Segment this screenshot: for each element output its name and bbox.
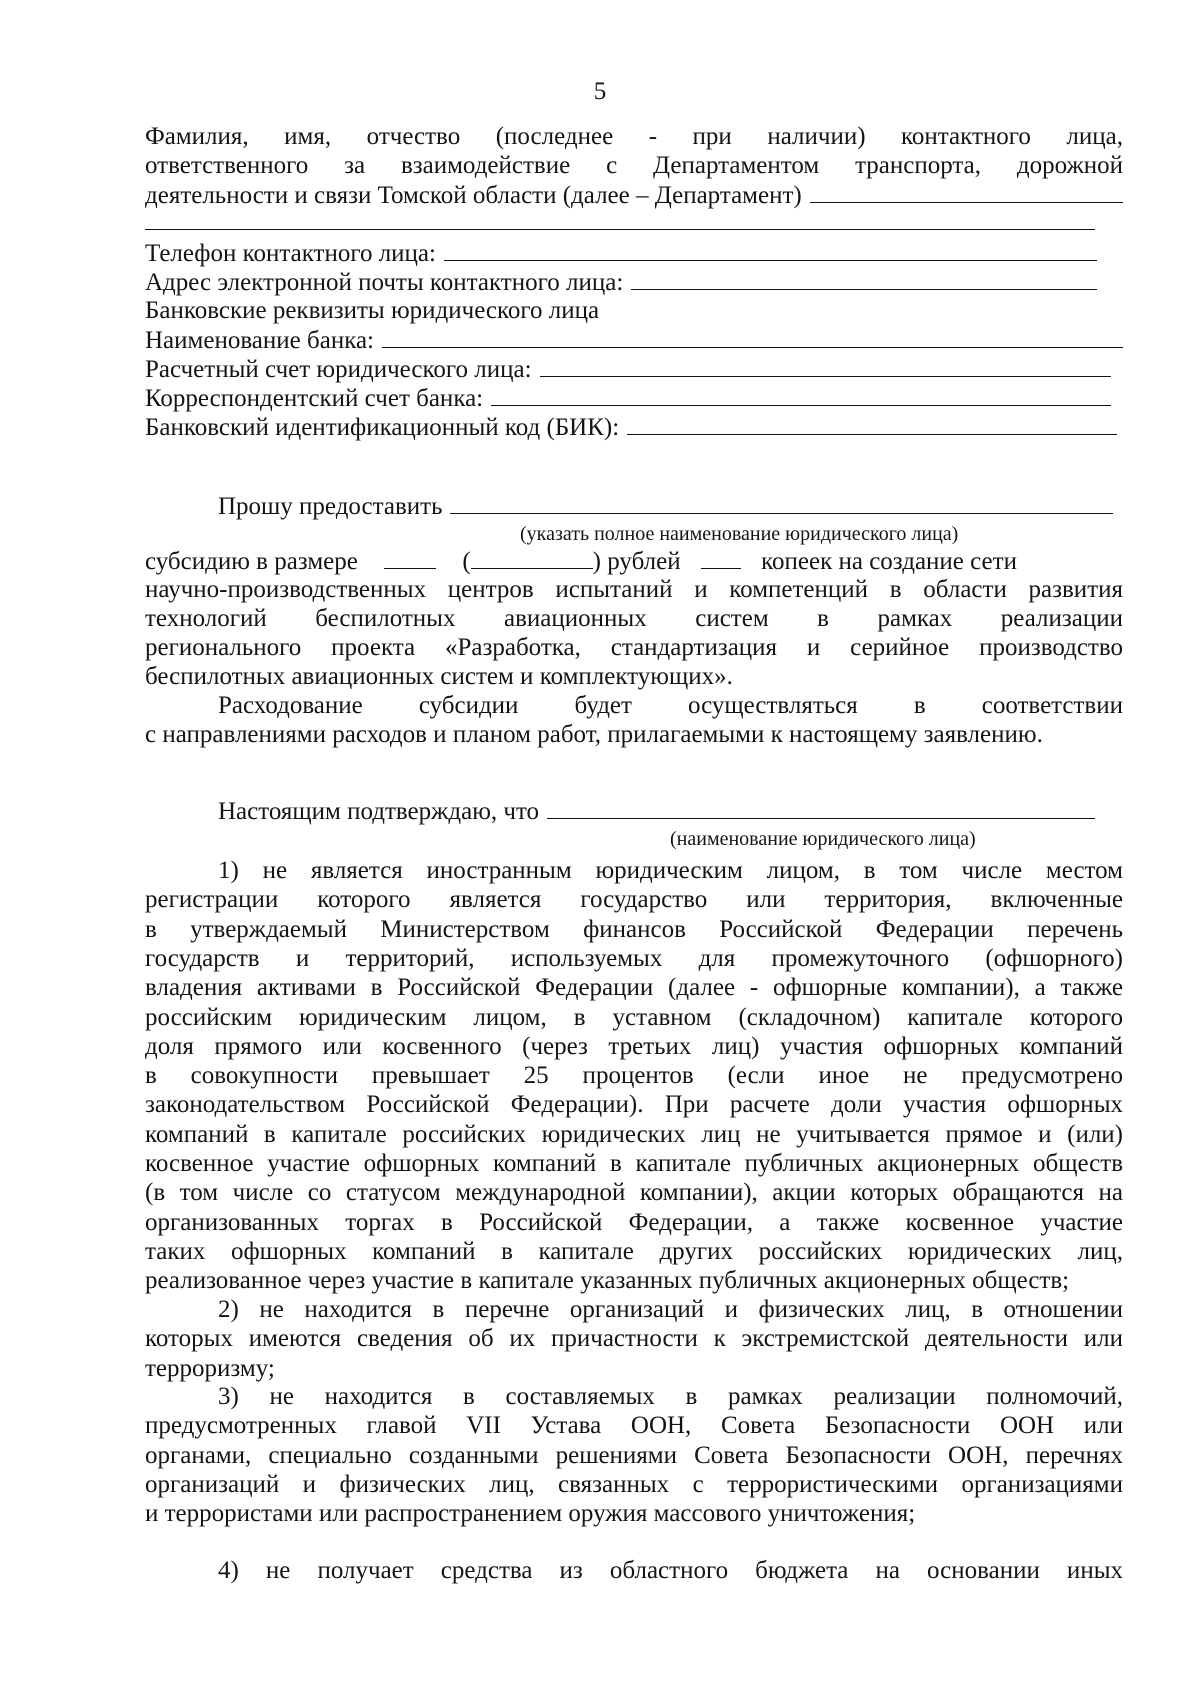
confirm-p1-line: российским юридическим лицом, в уставном (складочном) капитале которого bbox=[145, 1003, 1123, 1031]
confirm-p2-line: которых имеются сведения об их причастности к экстремистской деятельности или bbox=[145, 1325, 1123, 1353]
confirm-p2-line: 2) не находится в перечне организаций и физических лиц, в отношении bbox=[218, 1296, 1123, 1323]
confirm-lead-line bbox=[145, 796, 1095, 826]
request-line-7: с направлениями расходов и планом работ, прилагаемыми к настоящему заявлению. bbox=[145, 721, 1043, 748]
confirm-p1-line: компаний в капитале российских юридических лиц не учитывается прямое и (или) bbox=[145, 1120, 1123, 1148]
confirm-p1-line: организованных торгах в Российской Федерации, а также косвенное участие bbox=[145, 1208, 1123, 1236]
account-line bbox=[145, 354, 1111, 384]
corr-blank[interactable] bbox=[491, 383, 1111, 406]
confirm-p3-line: и террористами или распространением оружия массового уничтожения; bbox=[145, 1500, 916, 1528]
bank-name-label: Наименование банка: bbox=[145, 327, 375, 354]
confirm-p1-line: законодательством Российской Федерации). При расчете доли участия офшорных bbox=[145, 1091, 1123, 1119]
subsidy-tail-text: копеек на создание сети bbox=[761, 548, 1017, 575]
corr-label: Корреспондентский счет банка: bbox=[145, 385, 484, 412]
email-blank[interactable] bbox=[631, 267, 1097, 290]
page-number: 5 bbox=[593, 78, 607, 105]
confirm-p4-line: 4) не получает средства из областного бюджета на основании иных bbox=[218, 1557, 1123, 1584]
amount-paren-open: ( bbox=[462, 548, 471, 575]
contact-name-blank[interactable] bbox=[810, 180, 1123, 203]
contact-line-3-text: деятельности и связи Томской области (далее – Департамент) bbox=[145, 182, 802, 209]
confirm-p3-line: предусмотренных главой VII Устава ООН, Совета Безопасности ООН или bbox=[145, 1412, 1123, 1440]
request-line-6: Расходование субсидии будет осуществляться в соответствии bbox=[218, 692, 1123, 719]
confirm-p2-line: терроризму; bbox=[145, 1354, 275, 1382]
confirm-p1-line: 1) не является иностранным юридическим лицом, в том числе местом bbox=[218, 857, 1123, 884]
subsidy-text: субсидию в размере bbox=[145, 548, 358, 575]
confirm-company-blank[interactable] bbox=[547, 796, 1095, 819]
subsidy-amount-blank[interactable] bbox=[384, 546, 436, 569]
contact-line-1: Фамилия, имя, отчество (последнее - при наличии) контактного лица, bbox=[145, 123, 1123, 150]
company-name-blank[interactable] bbox=[450, 491, 1113, 514]
contact-line-3 bbox=[145, 180, 1123, 210]
phone-label: Телефон контактного лица: bbox=[145, 240, 436, 267]
request-lead-text: Прошу предоставить bbox=[218, 493, 443, 520]
account-blank[interactable] bbox=[540, 354, 1111, 377]
confirm-p1-line: (в том числе со статусом международной компании), акции которых обращаются на bbox=[145, 1179, 1123, 1207]
request-line-5: беспилотных авиационных систем и комплектующих». bbox=[145, 663, 733, 690]
confirm-company-caption: (наименование юридического лица) bbox=[670, 828, 976, 850]
amount-words-blank[interactable] bbox=[471, 546, 593, 569]
contact-name-blank-2[interactable] bbox=[145, 229, 1095, 230]
subsidy-line bbox=[145, 546, 1123, 576]
confirm-p3-line: организаций и физических лиц, связанных с террористическими организациями bbox=[145, 1470, 1123, 1498]
corr-line bbox=[145, 383, 1111, 413]
confirm-p1-line: в утверждаемый Министерством финансов Российской Федерации перечень bbox=[145, 915, 1123, 943]
confirm-p3-line: 3) не находится в составляемых в рамках реализации полномочий, bbox=[218, 1383, 1123, 1410]
confirm-p1-line: государств и территорий, используемых для промежуточного (офшорного) bbox=[145, 944, 1123, 972]
kopecks-blank[interactable] bbox=[701, 546, 741, 569]
request-line-2: научно-производственных центров испытаний и компетенций в области развития bbox=[145, 576, 1123, 603]
bik-label: Банковский идентификационный код (БИК): bbox=[145, 414, 620, 441]
contact-line-2: ответственного за взаимодействие с Департаментом транспорта, дорожной bbox=[145, 152, 1123, 179]
request-line-4: регионального проекта «Разработка, стандартизация и серийное производство bbox=[145, 634, 1123, 661]
confirm-p1-line: реализованное через участие в капитале указанных публичных акционерных обществ; bbox=[145, 1267, 1070, 1295]
bank-name-line bbox=[145, 325, 1123, 355]
confirm-p1-line: косвенное участие офшорных компаний в капитале публичных акционерных обществ bbox=[145, 1150, 1123, 1177]
amount-paren-close: ) рублей bbox=[592, 548, 681, 575]
confirm-p1-line: таких офшорных компаний в капитале других российских юридических лиц, bbox=[145, 1237, 1123, 1265]
email-line bbox=[145, 267, 1097, 297]
email-label: Адрес электронной почты контактного лица: bbox=[145, 269, 624, 296]
confirm-p1-line: в совокупности превышает 25 процентов (если иное не предусмотрено bbox=[145, 1062, 1123, 1090]
account-label: Расчетный счет юридического лица: bbox=[145, 356, 532, 383]
confirm-p3-line: органами, специально созданными решениями Совета Безопасности ООН, перечнях bbox=[145, 1441, 1123, 1469]
phone-line bbox=[145, 238, 1097, 268]
confirm-p1-line: владения активами в Российской Федерации (далее - офшорные компании), а также bbox=[145, 974, 1123, 1002]
request-line-3: технологий беспилотных авиационных систем в рамках реализации bbox=[145, 605, 1123, 632]
request-lead-line bbox=[145, 491, 1113, 521]
bik-blank[interactable] bbox=[627, 412, 1117, 435]
phone-blank[interactable] bbox=[444, 238, 1097, 261]
bank-heading: Банковские реквизиты юридического лица bbox=[145, 297, 600, 324]
confirm-p1-line: доля прямого или косвенного (через третьих лиц) участия офшорных компаний bbox=[145, 1032, 1123, 1060]
confirm-lead-text: Настоящим подтверждаю, что bbox=[218, 798, 540, 825]
bik-line bbox=[145, 412, 1117, 442]
bank-name-blank[interactable] bbox=[382, 325, 1123, 348]
company-name-caption: (указать полное наименование юридического лица) bbox=[520, 523, 959, 545]
confirm-p1-line: регистрации которого является государство или территория, включенные bbox=[145, 886, 1123, 914]
